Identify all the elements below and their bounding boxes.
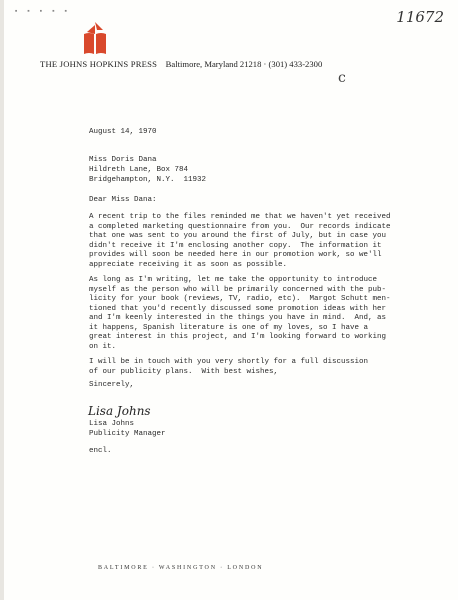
handwritten-archive-number: 11672 <box>396 8 444 26</box>
corner-marks: ▪ ▪ ▪ ▪ ▪ <box>14 8 70 16</box>
letterhead-footer: BALTIMORE · WASHINGTON · LONDON <box>98 565 264 571</box>
body-paragraph-3: I will be in touch with you very shortly for a full discussion of our publicity plans. With best wishes, <box>89 358 369 376</box>
press-address: Baltimore, Maryland 21218 · (301) 433-2300 <box>165 59 323 69</box>
salutation: Dear Miss Dana: <box>89 196 157 204</box>
body-paragraph-2: As long as I'm writing, let me take the opportunity to introduce myself as the person who will be primarily concerned with the pub- licity for your book (reviews, TV, radio, etc). Margot Schutt men- tioned that you'd recently discussed some promotion ideas with her and I'm keenly interested in the things you have in mind. And, as it happens, Spanish literature is one of my loves, so I have a great interest in this project, and I'm looking forward to working on it. <box>89 276 391 351</box>
handwritten-mark: c <box>338 70 346 86</box>
press-name: THE JOHNS HOPKINS PRESS <box>40 59 158 69</box>
enclosure-note: encl. <box>89 447 112 455</box>
letterhead <box>40 59 322 69</box>
letter-date: August 14, 1970 <box>89 128 157 136</box>
signer-title: Publicity Manager <box>89 430 166 438</box>
body-paragraph-1: A recent trip to the files reminded me that we haven't yet received a completed marketing questionnaire from you. Our records indicate that one was sent to you around the first of July, but in case you didn't receive it I'm enclosing another copy. The information it provides will soon be needed here in our promotion work, so we'll appreciate receiving it as soon as possible. <box>89 213 391 269</box>
closing: Sincerely, <box>89 381 135 389</box>
page-edge-shadow <box>0 0 4 600</box>
recipient-street: Hildreth Lane, Box 784 <box>89 166 189 174</box>
recipient-name: Miss Doris Dana <box>89 156 157 164</box>
press-logo-icon <box>83 22 107 56</box>
recipient-city: Bridgehampton, N.Y. 11932 <box>89 176 207 184</box>
signer-name: Lisa Johns <box>89 420 135 428</box>
handwritten-signature: Lisa Johns <box>88 404 151 418</box>
